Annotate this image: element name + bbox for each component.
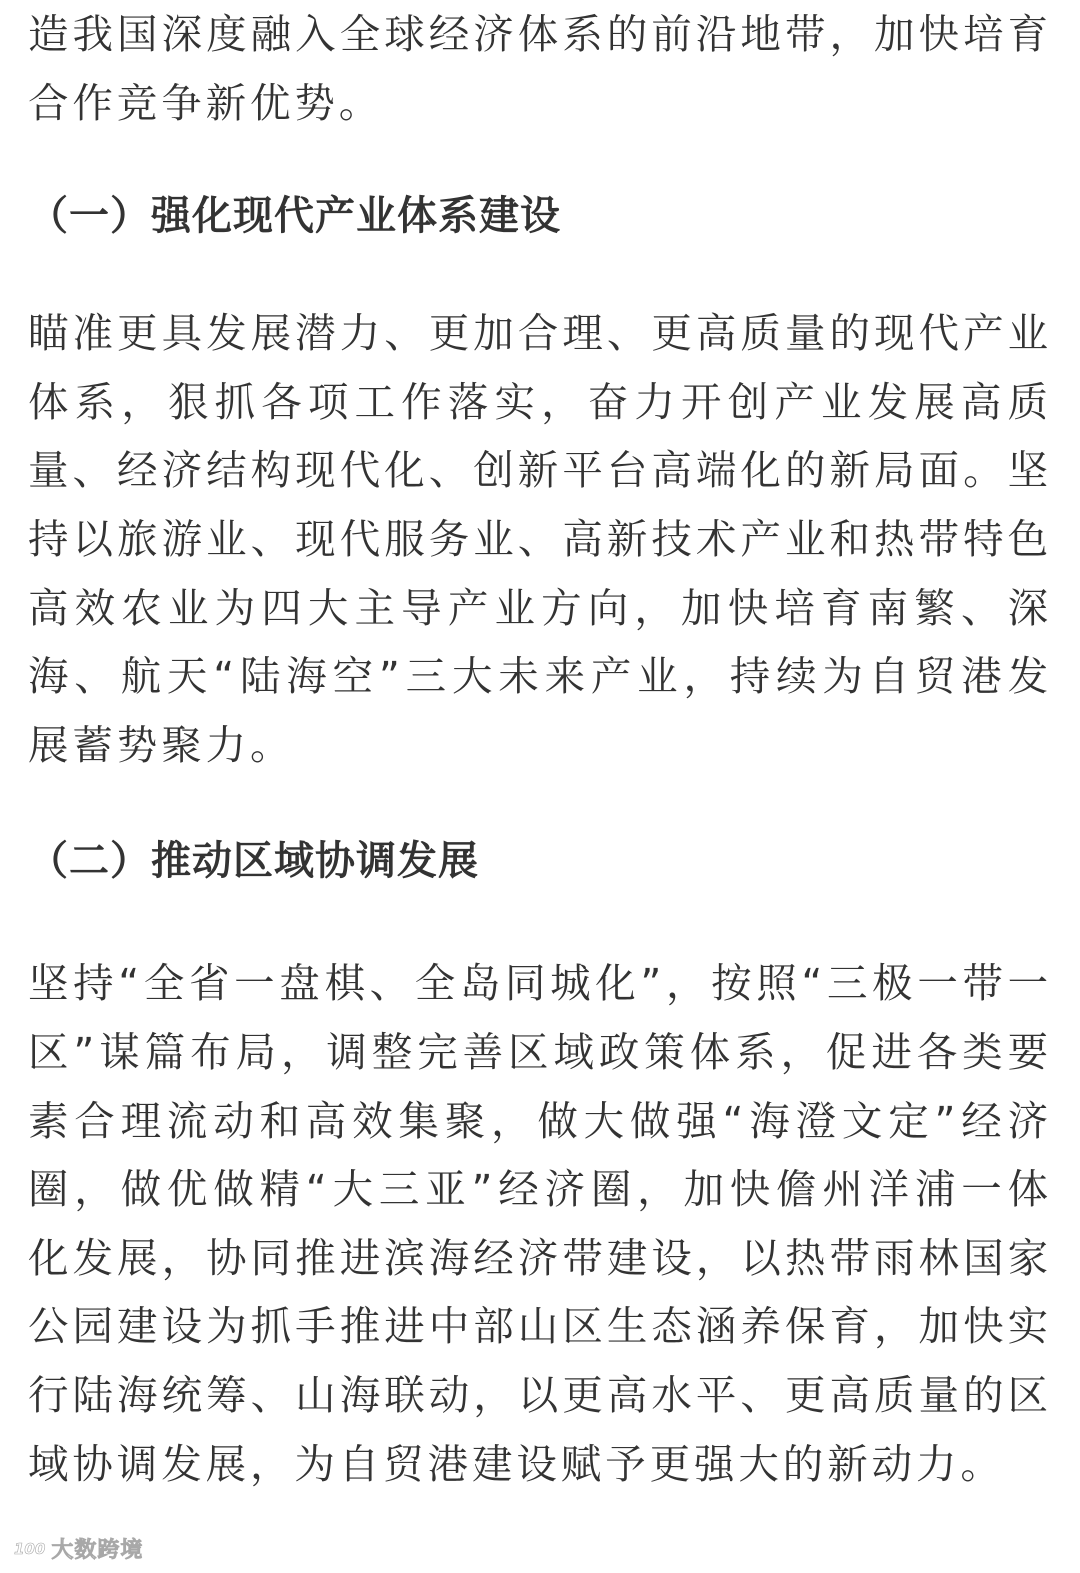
intro-paragraph-tail: 造我国深度融入全球经济体系的前沿地带，加快培育合作竞争新优势。: [28, 10, 1052, 127]
section-paragraph-1: 瞄准更具发展潜力、更加合理、更高质量的现代产业体系，狠抓各项工作落实，奋力开创产业发展高质量、经济结构现代化、创新平台高端化的新局面。坚持以旅游业、现代服务业、高新技术产业和热带特色高效农业为四大主导产业方向，加快培育南繁、深海、航天“陆海空”三大未来产业，持续为自贸港发展蓄势聚力。: [28, 309, 1052, 769]
section-heading-2: （二）推动区域协调发展: [28, 838, 479, 885]
watermark: [14, 1533, 143, 1564]
article-body: [28, 0, 1052, 1498]
watermark-text: 大数跨境: [51, 1538, 144, 1563]
watermark-logo-icon: 100: [14, 1539, 46, 1558]
section-heading-1: （一）强化现代产业体系建设: [28, 193, 561, 240]
section-paragraph-2: 坚持“全省一盘棋、全岛同城化”，按照“三极一带一区”谋篇布局，调整完善区域政策体系，促进各类要素合理流动和高效集聚，做大做强“海澄文定”经济圈，做优做精“大三亚”经济圈，加快儋州洋浦一体化发展，协同推进滨海经济带建设，以热带雨林国家公园建设为抓手推进中部山区生态涵养保育，加快实行陆海统筹、山海联动，以更高水平、更高质量的区域协调发展，为自贸港建设赋予更强大的新动力。: [28, 959, 1052, 1488]
